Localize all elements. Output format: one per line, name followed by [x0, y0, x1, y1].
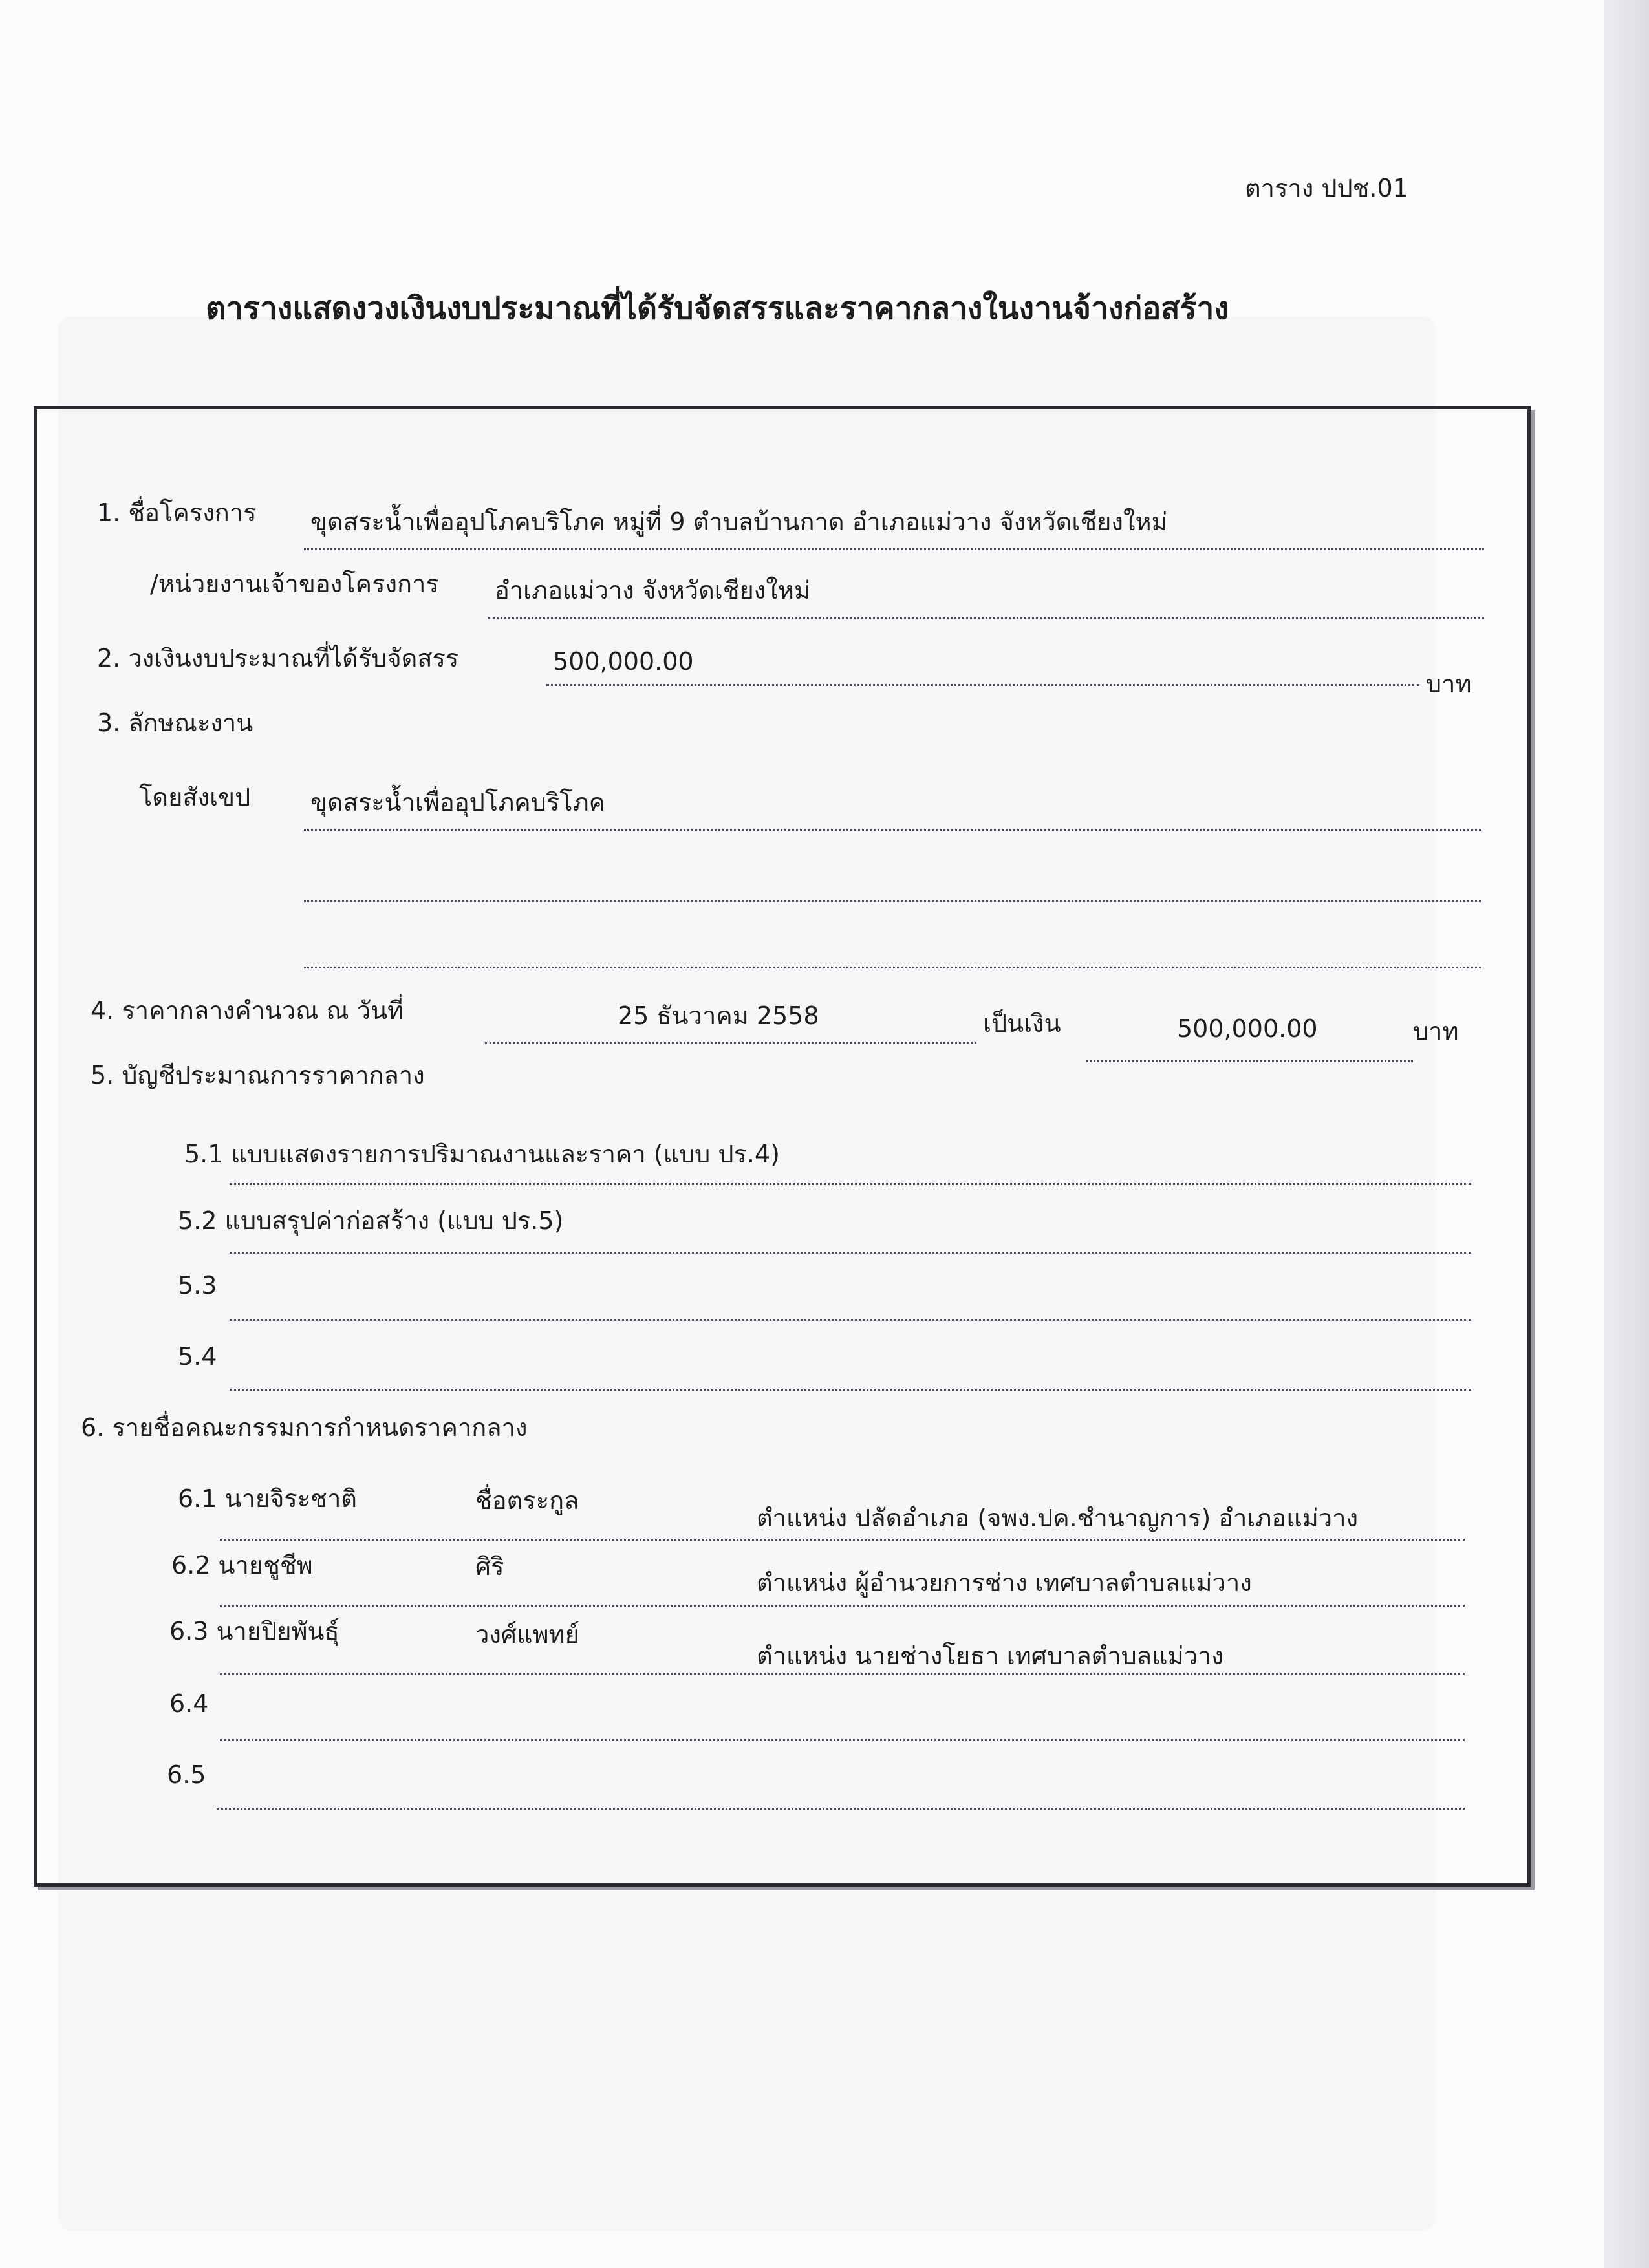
work-summary-line-3 — [304, 967, 1481, 968]
committee-member-2-surname: ศิริ — [475, 1552, 504, 1581]
project-name-value: ขุดสระน้ำเพื่ออุปโภคบริโภค หมู่ที่ 9 ตำบลบ้านกาด อำเภอแม่วาง จังหวัดเชียงใหม่ — [310, 508, 1168, 536]
project-name-line — [304, 548, 1484, 550]
budget-line — [546, 684, 1419, 686]
estimate-item-4: 5.4 — [178, 1342, 217, 1371]
committee-member-5-line — [217, 1808, 1465, 1810]
estimate-item-4-line — [230, 1389, 1471, 1391]
median-price-date-label: 4. ราคากลางคำนวณ ณ วันที่ — [91, 996, 404, 1025]
committee-member-1-surname: ชื่อตระกูล — [475, 1486, 579, 1515]
page-edge-shadow — [1604, 0, 1649, 2268]
committee-member-1-name: 6.1 นายจิระชาติ — [178, 1484, 357, 1513]
median-price-date-line — [485, 1042, 976, 1044]
estimate-item-2-line — [230, 1252, 1471, 1254]
committee-member-2-position: ตำแหน่ง ผู้อำนวยการช่าง เทศบาลตำบลแม่วาง — [757, 1568, 1252, 1597]
median-price-unit: บาท — [1413, 1017, 1459, 1045]
committee-label: 6. รายชื่อคณะกรรมการกำหนดราคากลาง — [81, 1413, 528, 1442]
committee-member-5-name: 6.5 — [167, 1760, 206, 1789]
owner-agency-label: /หน่วยงานเจ้าของโครงการ — [150, 570, 439, 598]
committee-member-1-line — [220, 1539, 1465, 1541]
budget-label: 2. วงเงินงบประมาณที่ได้รับจัดสรร — [97, 644, 459, 672]
committee-member-2-name: 6.2 นายชูชีพ — [171, 1551, 313, 1579]
committee-member-2-line — [220, 1605, 1465, 1607]
median-price-amount-line — [1086, 1060, 1413, 1062]
committee-member-3-surname: วงศ์แพทย์ — [475, 1620, 579, 1649]
median-price-amount-label: เป็นเงิน — [983, 1009, 1061, 1038]
estimate-list-label: 5. บัญชีประมาณการราคากลาง — [91, 1061, 425, 1089]
median-price-amount: 500,000.00 — [1177, 1014, 1318, 1043]
project-name-label: 1. ชื่อโครงการ — [97, 498, 257, 527]
work-summary-label: โดยสังเขป — [139, 783, 251, 811]
estimate-item-3-line — [230, 1319, 1471, 1321]
work-summary-line-2 — [304, 900, 1481, 902]
work-summary-value: ขุดสระน้ำเพื่ออุปโภคบริโภค — [310, 788, 606, 817]
page-title: ตารางแสดงวงเงินงบประมาณที่ได้รับจัดสรรและราคากลางในงานจ้างก่อสร้าง — [206, 290, 1229, 326]
median-price-date: 25 ธันวาคม 2558 — [618, 1001, 819, 1030]
owner-agency-line — [488, 617, 1484, 619]
owner-agency-value: อำเภอแม่วาง จังหวัดเชียงใหม่ — [495, 576, 811, 604]
estimate-item-3: 5.3 — [178, 1271, 217, 1300]
work-summary-line-1 — [304, 829, 1481, 831]
form-code: ตาราง ปปช.01 — [1245, 174, 1408, 202]
estimate-item-1: 5.1 แบบแสดงรายการปริมาณงานและราคา (แบบ ปร.4) — [184, 1140, 780, 1168]
budget-value: 500,000.00 — [553, 647, 694, 676]
estimate-item-2: 5.2 แบบสรุปค่าก่อสร้าง (แบบ ปร.5) — [178, 1206, 564, 1235]
committee-member-4-line — [220, 1739, 1465, 1741]
committee-member-3-name: 6.3 นายปิยพันธุ์ — [169, 1617, 339, 1645]
budget-unit: บาท — [1426, 670, 1472, 698]
committee-member-4-name: 6.4 — [169, 1689, 209, 1718]
committee-member-3-line — [220, 1673, 1465, 1675]
committee-member-3-position: ตำแหน่ง นายช่างโยธา เทศบาลตำบลแม่วาง — [757, 1642, 1223, 1670]
estimate-item-1-line — [230, 1183, 1471, 1185]
committee-member-1-position: ตำแหน่ง ปลัดอำเภอ (จพง.ปค.ชำนาญการ) อำเภอแม่วาง — [757, 1504, 1359, 1532]
work-type-label: 3. ลักษณะงาน — [97, 709, 253, 737]
